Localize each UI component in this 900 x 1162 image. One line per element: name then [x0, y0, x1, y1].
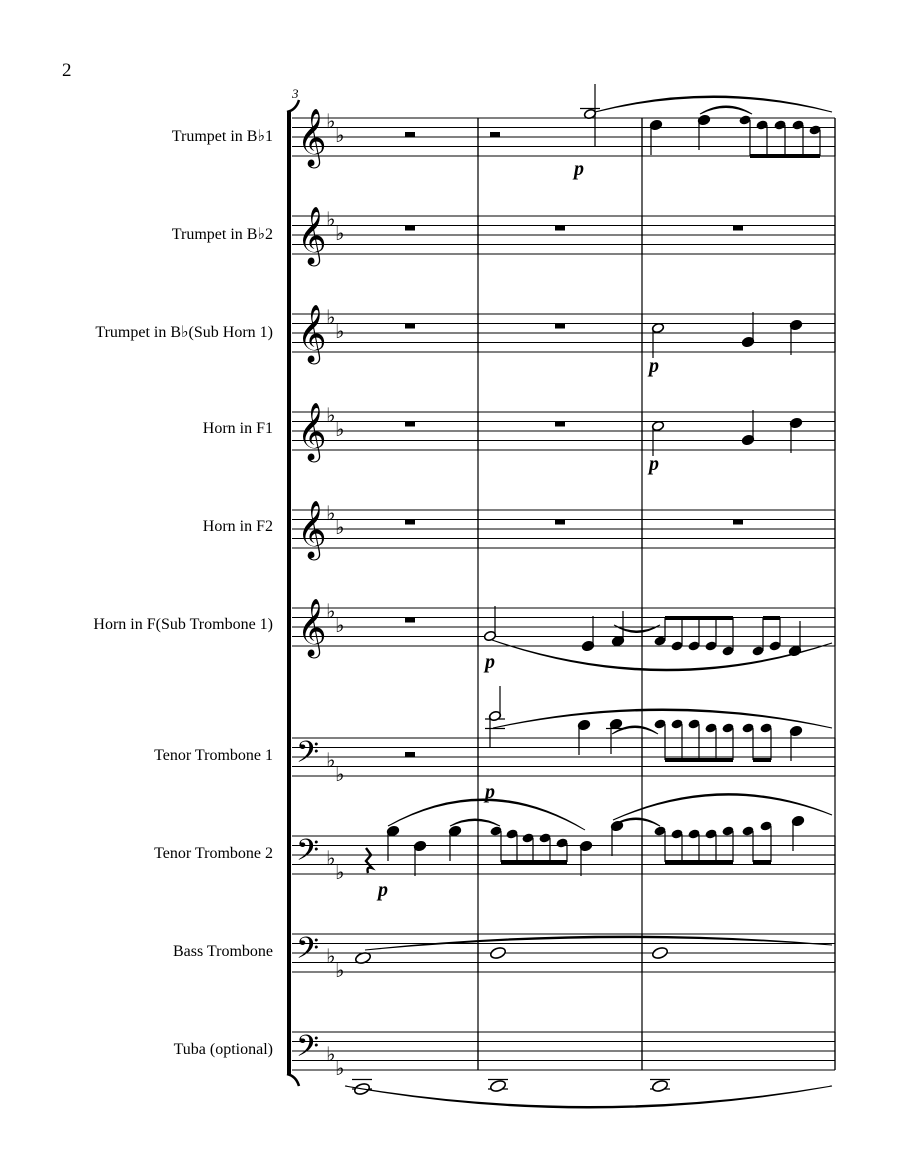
treble-clef-icon: 𝄞: [297, 305, 327, 361]
bass-clef-icon: 𝄢: [296, 834, 320, 874]
dynamic-piano: p: [574, 158, 584, 180]
note: [788, 621, 801, 657]
instrument-label-trumpet-2: Trumpet in B♭2: [171, 226, 273, 243]
note: [651, 420, 664, 456]
whole-rest: [405, 520, 415, 525]
dynamic-piano: p: [378, 879, 388, 901]
whole-rest: [733, 520, 743, 525]
flat-icon: ♭: [326, 307, 336, 329]
flat-icon: ♭: [326, 1044, 336, 1066]
whole-rest: [555, 422, 565, 427]
staves: [292, 109, 835, 1080]
note: [609, 718, 622, 754]
flat-icon: ♭: [335, 419, 345, 441]
instrument-label-tenor-trombone-2: Tenor Trombone 2: [154, 845, 273, 862]
dynamic-piano: p: [485, 651, 495, 673]
flat-icon: ♭: [326, 405, 336, 427]
note: [789, 725, 802, 761]
note: [579, 840, 592, 876]
flat-icon: ♭: [335, 764, 345, 786]
flat-icon: ♭: [326, 111, 336, 133]
note: [581, 616, 594, 652]
flat-icon: ♭: [335, 862, 345, 884]
instrument-label-horn-2: Horn in F2: [202, 518, 273, 535]
note: [386, 825, 399, 861]
note: [741, 312, 754, 348]
whole-rest: [405, 422, 415, 427]
staff-1: [292, 109, 835, 169]
flat-icon: ♭: [335, 223, 345, 245]
flat-icon: ♭: [335, 517, 345, 539]
staff-5: [292, 501, 835, 561]
half-rest: [490, 132, 500, 137]
note: [483, 606, 496, 642]
flat-icon: ♭: [335, 615, 345, 637]
flat-icon: ♭: [326, 601, 336, 623]
instrument-label-tuba: Tuba (optional): [173, 1041, 273, 1058]
slur: [595, 96, 832, 112]
half-rest: [405, 752, 415, 757]
flat-icon: ♭: [326, 503, 336, 525]
slur: [388, 799, 585, 830]
treble-clef-icon: 𝄞: [297, 501, 327, 557]
whole-rest: [555, 226, 565, 231]
notehead: [489, 946, 506, 960]
instrument-label-tenor-trombone-1: Tenor Trombone 1: [154, 747, 273, 764]
note: [651, 1079, 668, 1093]
slur: [450, 819, 500, 826]
measure-number: 3: [292, 86, 299, 101]
bass-clef-icon: 𝄢: [296, 736, 320, 776]
bass-clef-icon: 𝄢: [296, 932, 320, 972]
flat-icon: ♭: [326, 750, 336, 772]
note: [741, 410, 754, 446]
note: [651, 322, 664, 358]
quarter-rest: [366, 848, 372, 873]
notehead: [489, 1079, 506, 1093]
slurs: [345, 96, 832, 1108]
treble-clef-icon: 𝄞: [297, 207, 327, 263]
instrument-label-horn-1: Horn in F1: [202, 420, 273, 437]
whole-rest: [405, 226, 415, 231]
dynamic-piano: p: [649, 453, 659, 475]
treble-clef-icon: 𝄞: [297, 403, 327, 459]
notehead: [651, 946, 668, 960]
note: [413, 840, 426, 876]
slur: [492, 640, 832, 671]
whole-rest: [555, 324, 565, 329]
note: [489, 946, 506, 960]
note: [789, 319, 802, 355]
dynamic-piano: p: [485, 781, 495, 803]
staff-10: [292, 1030, 835, 1080]
flat-icon: ♭: [326, 946, 336, 968]
whole-rest: [733, 226, 743, 231]
instrument-label-trumpet-1: Trumpet in B♭1: [171, 128, 273, 145]
note: [651, 946, 668, 960]
flat-icon: ♭: [335, 1058, 345, 1080]
notehead: [651, 1079, 668, 1093]
note: [489, 1079, 506, 1093]
note: [789, 417, 802, 453]
whole-rest: [405, 618, 415, 623]
dynamic-piano: p: [649, 355, 659, 377]
whole-rest: [555, 520, 565, 525]
bass-clef-icon: 𝄢: [296, 1030, 320, 1070]
treble-clef-icon: 𝄞: [297, 109, 327, 165]
flat-icon: ♭: [335, 321, 345, 343]
flat-icon: ♭: [326, 848, 336, 870]
instrument-label-trumpet-sub-horn: Trumpet in B♭(Sub Horn 1): [95, 324, 273, 341]
treble-clef-icon: 𝄞: [297, 599, 327, 655]
slur: [614, 625, 660, 633]
flat-icon: ♭: [335, 960, 345, 982]
note: [697, 114, 710, 150]
whole-rest: [405, 324, 415, 329]
flat-icon: ♭: [335, 125, 345, 147]
slur: [345, 1086, 832, 1108]
page-number: 2: [62, 60, 72, 81]
staff-2: [292, 207, 835, 267]
instrument-label-horn-sub-trombone: Horn in F(Sub Trombone 1): [93, 616, 273, 633]
note: [577, 719, 590, 755]
half-rest: [405, 132, 415, 137]
flat-icon: ♭: [326, 209, 336, 231]
barlines: [478, 118, 835, 1070]
instrument-label-bass-trombone: Bass Trombone: [172, 943, 273, 960]
slur: [700, 106, 752, 114]
note: [448, 825, 461, 861]
